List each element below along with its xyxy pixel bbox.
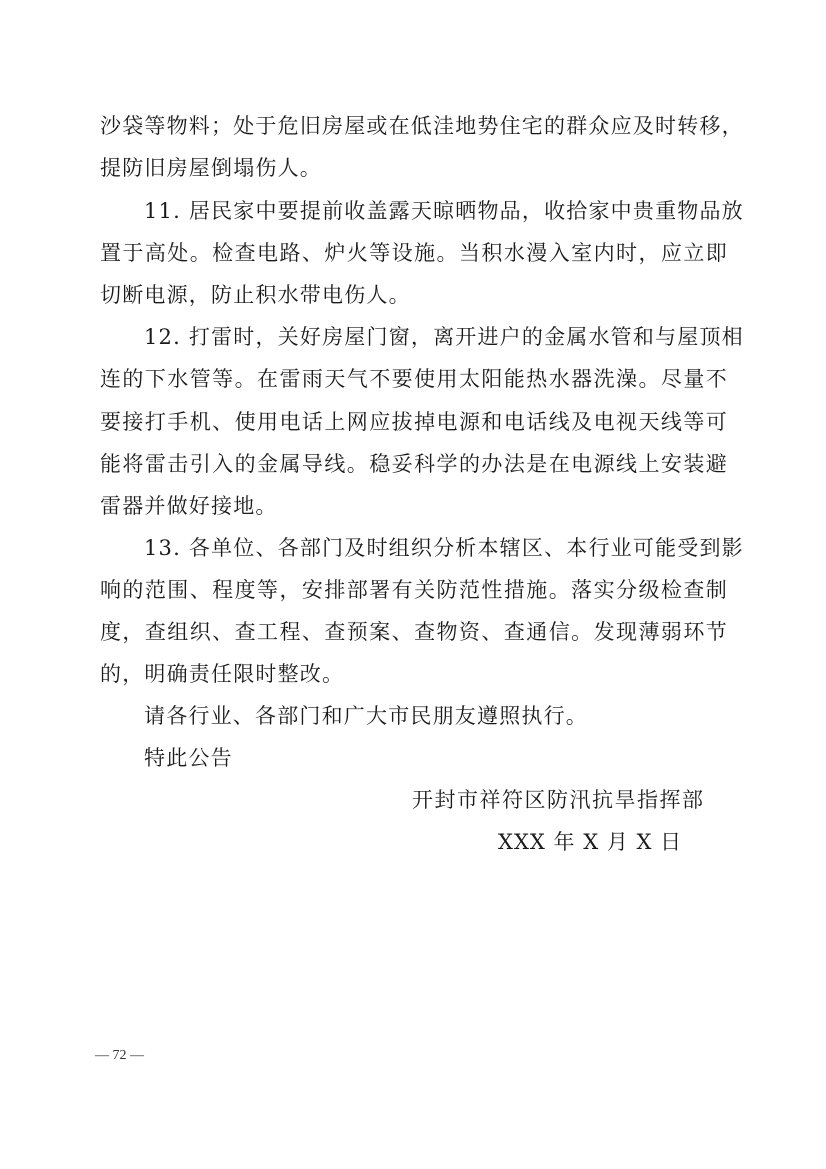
- item-12-line: 要接打手机、使用电话上网应拔掉电源和电话线及电视天线等可: [100, 410, 728, 434]
- item-13-line: 的，明确责任限时整改。: [100, 662, 345, 686]
- item-13-line: 度，查组织、查工程、查预案、查物资、查通信。发现薄弱环节: [100, 620, 728, 644]
- issue-date: XXX 年 X 月 X 日: [498, 830, 683, 854]
- item-12-line: 能将雷击引入的金属导线。稳妥科学的办法是在电源线上安装避: [100, 452, 728, 476]
- page-number: — 72 —: [95, 1048, 144, 1063]
- item-13-line: 13. 各单位、各部门及时组织分析本辖区、本行业可能受到影: [144, 536, 744, 560]
- closing-request: 请各行业、各部门和广大市民朋友遵照执行。: [144, 704, 588, 728]
- item-11-line: 11. 居民家中要提前收盖露天晾晒物品，收拾家中贵重物品放: [144, 199, 744, 223]
- paragraph-line: 提防旧房屋倒塌伤人。: [100, 156, 322, 180]
- item-13-line: 响的范围、程度等，安排部署有关防范性措施。落实分级检查制: [100, 578, 728, 602]
- item-11-line: 切断电源，防止积水带电伤人。: [100, 283, 411, 307]
- issuer-signature: 开封市祥符区防汛抗旱指挥部: [412, 788, 705, 812]
- paragraph-line: 沙袋等物料；处于危旧房屋或在低洼地势住宅的群众应及时转移，: [100, 114, 744, 138]
- closing-notice: 特此公告: [144, 746, 233, 770]
- item-11-line: 置于高处。检查电路、炉火等设施。当积水漫入室内时，应立即: [100, 241, 728, 265]
- item-12-line: 12. 打雷时，关好房屋门窗，离开进户的金属水管和与屋顶相: [144, 325, 744, 349]
- item-12-line: 雷器并做好接地。: [100, 494, 278, 518]
- item-12-line: 连的下水管等。在雷雨天气不要使用太阳能热水器洗澡。尽量不: [100, 367, 728, 391]
